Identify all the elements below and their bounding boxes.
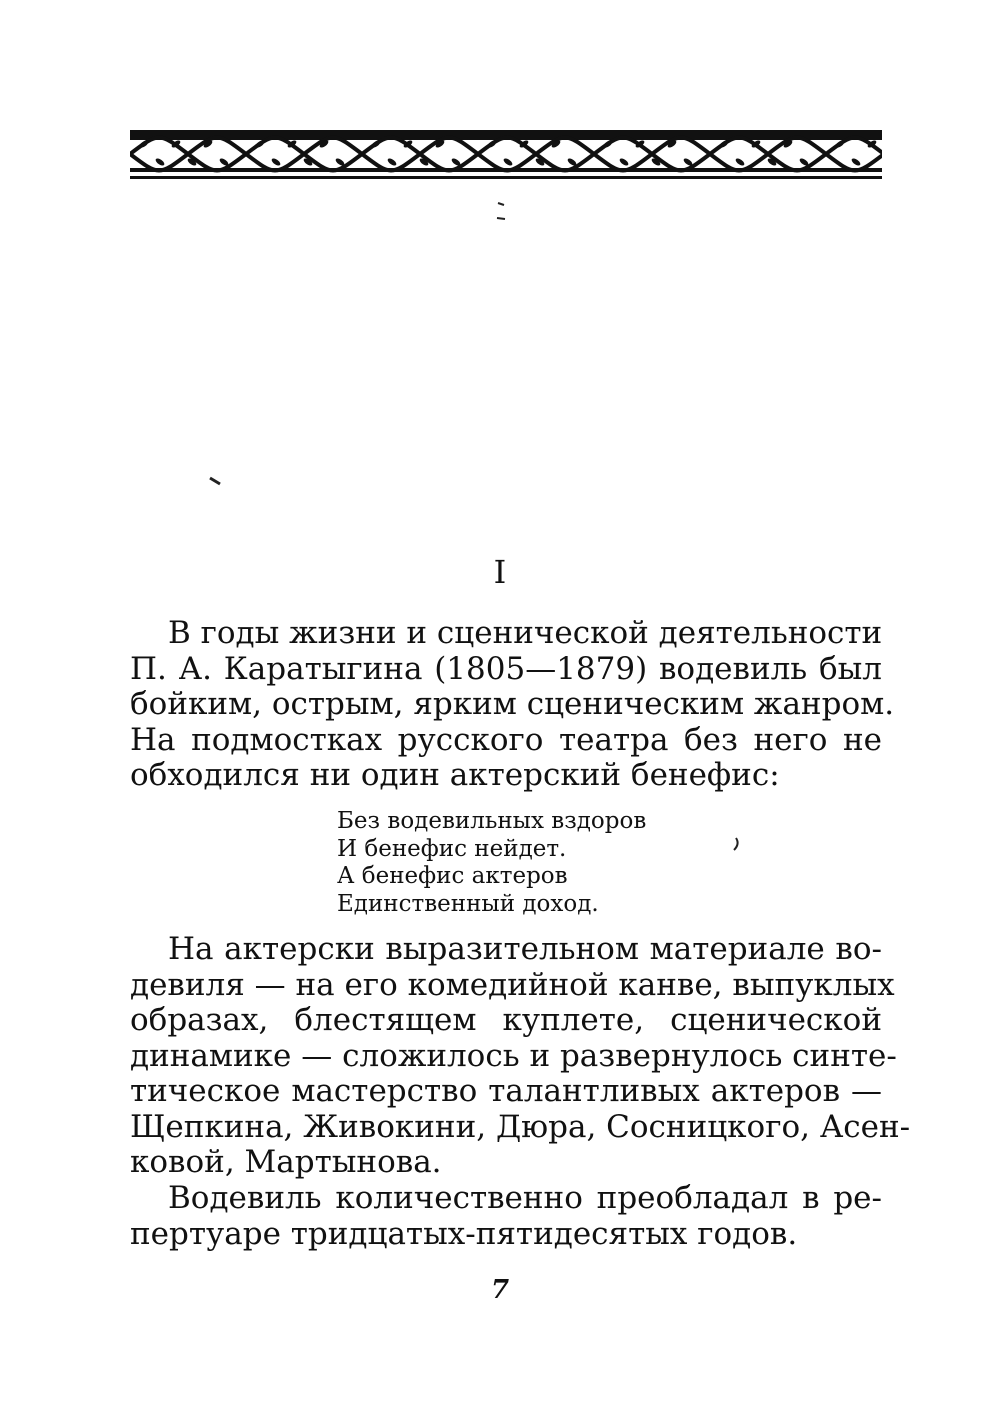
paragraph-line: тическое мастерство талантливых актеров —: [130, 1073, 882, 1109]
paragraph-line: девиля — на его комедийной канве, выпуклых: [130, 966, 895, 1003]
leaf: [502, 157, 513, 167]
paragraph-line: образах, блестящем куплете, сценической: [130, 1002, 882, 1038]
paragraph-2: [130, 931, 911, 1181]
paragraph-line: бойким, острым, ярким сценическим жанром.: [130, 686, 895, 722]
leaf: [270, 157, 281, 167]
paragraph-line: На подмостках русского театра без него не: [130, 721, 882, 758]
verse-quote: [337, 808, 737, 918]
ornament-bottom-rule-2: [130, 176, 882, 179]
verse-line: Без водевильных вздоров: [337, 808, 647, 834]
ornamental-border: [130, 124, 882, 186]
leaf: [618, 157, 629, 167]
paragraph-line: П. А. Каратыгина (1805—1879) водевиль был: [130, 650, 882, 687]
leaf: [734, 157, 745, 167]
paragraph-line: пертуаре тридцатых-пятидесятых годов.: [130, 1215, 798, 1252]
paragraph-line: ковой, Мартынова.: [130, 1144, 442, 1180]
page-number: 7: [490, 1275, 510, 1305]
verse-line: И бенефис нейдет.: [337, 835, 567, 862]
paragraph-1: [130, 615, 895, 794]
paragraph-line: В годы жизни и сценической деятельности: [168, 615, 883, 651]
paragraph-line: динамике — сложилось и развернулось синте-: [130, 1037, 897, 1074]
paragraph-line: Водевиль количественно преобладал в ре-: [168, 1180, 882, 1216]
chapter-numeral: I: [493, 553, 507, 591]
braided-vine-border-icon: [130, 124, 882, 186]
paragraph-line: обходился ни один актерский бенефис:: [130, 757, 780, 793]
paragraph-3: [130, 1181, 882, 1252]
verse-line: А бенефис актеров: [337, 863, 568, 889]
leaf: [850, 157, 861, 167]
verse-line: Единственный доход.: [337, 890, 599, 917]
leaf: [154, 157, 165, 167]
paragraph-line: На актерски выразительном материале во-: [168, 931, 882, 967]
paragraph-line: Щепкина, Живокини, Дюра, Сосницкого, Асен-: [130, 1108, 911, 1145]
leaf: [386, 157, 397, 167]
